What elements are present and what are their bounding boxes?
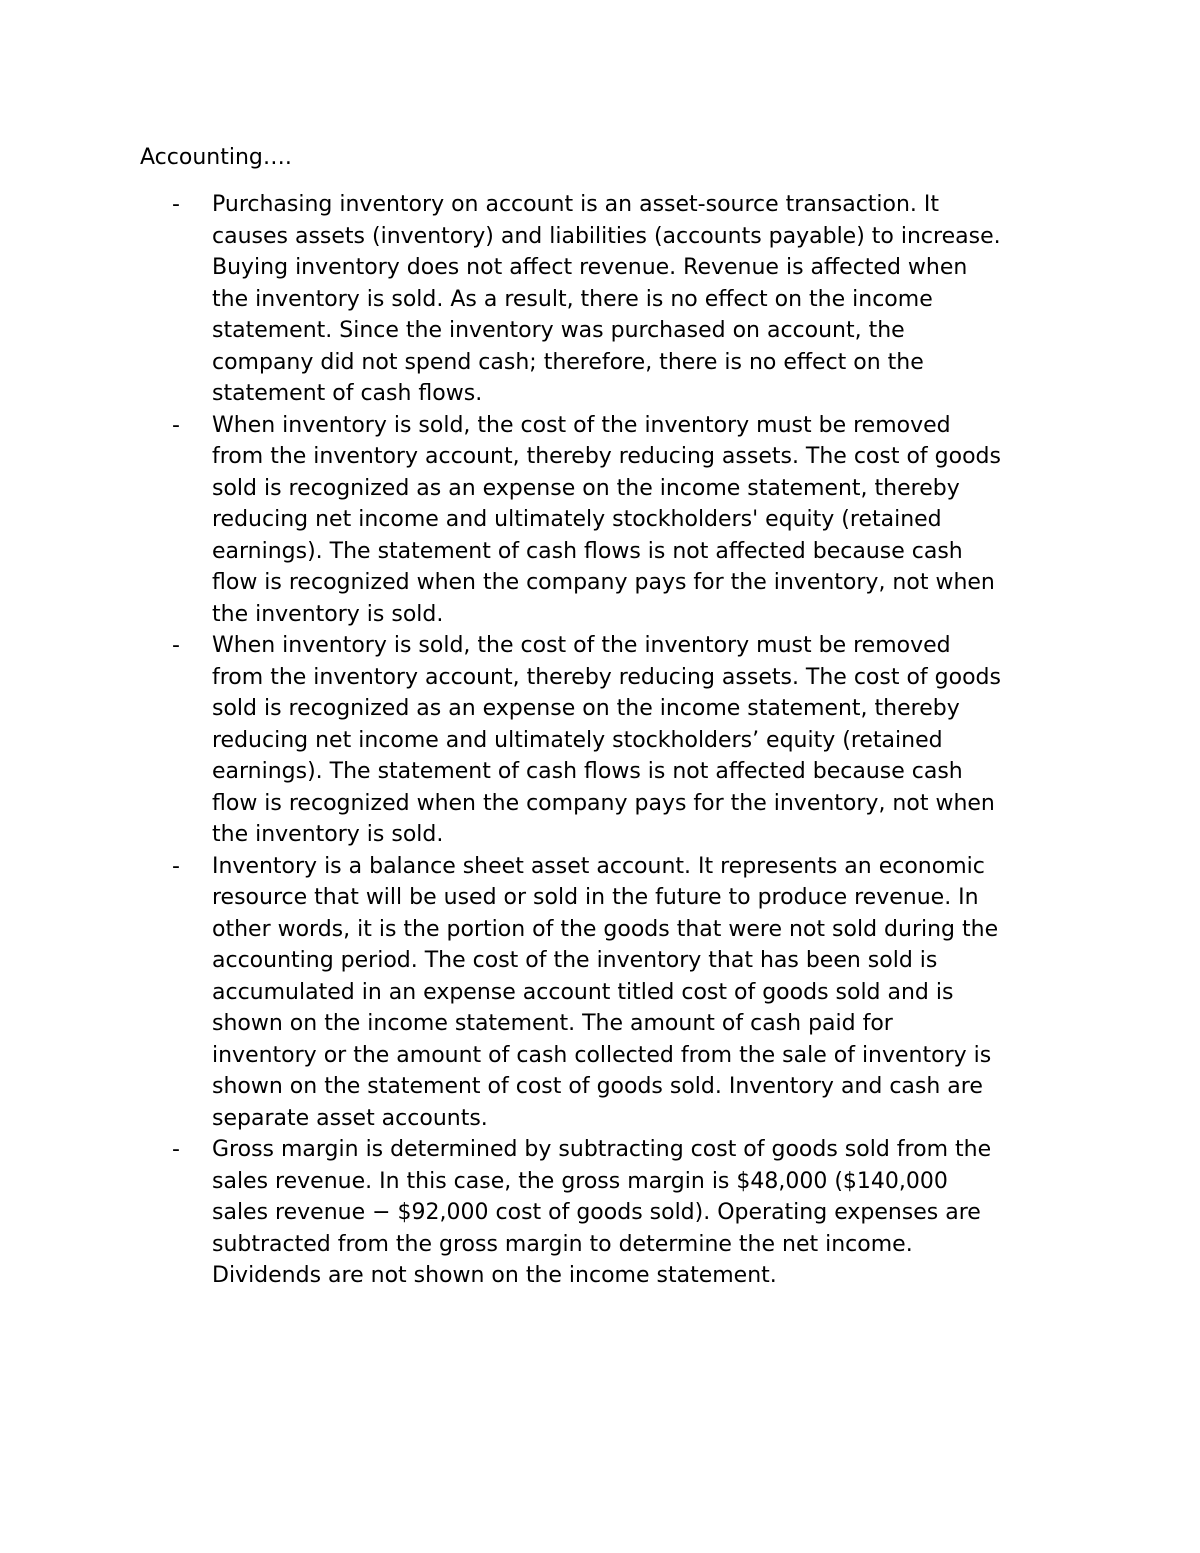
bullet-marker: -	[172, 633, 180, 658]
list-item-text: Purchasing inventory on account is an asset-source transaction. It causes assets (inventory) and liabilities (accounts payable) to increase. Buying inventory does not affect revenue. Revenue is affected when the inventory is sold. As a result, there is no effect on the income statement. Since the inventory was purchased on account, the company did not spend cash; therefore, there is no effect on the statement of cash flows.	[212, 192, 1001, 406]
list-item-text: When inventory is sold, the cost of the inventory must be removed from the inventory account, thereby reducing assets. The cost of goods sold is recognized as an expense on the income statement, thereby reducing net income and ultimately stockholders' equity (retained earnings). The statement of cash flows is not affected because cash flow is recognized when the company pays for the inventory, not when the inventory is sold.	[212, 412, 1001, 627]
list-item	[0, 630, 1200, 851]
list-item-text: Inventory is a balance sheet asset account. It represents an economic resource that will be used or sold in the future to produce revenue. In other words, it is the portion of the goods that were not sold during the accounting period. The cost of the inventory that has been sold is accumulated in an expense account titled cost of goods sold and is shown on the income statement. The amount of cash paid for inventory or the amount of cash collected from the sale of inventory is shown on the statement of cost of goods sold. Inventory and cash are separate asset accounts.	[212, 853, 999, 1131]
list-item-text: Gross margin is determined by subtracting cost of goods sold from the sales revenue. In this case, the gross margin is $48,000 ($140,000 sales revenue − $92,000 cost of goods sold). Operating expenses are subtracted from the gross margin to determine the net income. Dividends are not shown on the income statement.	[212, 1137, 992, 1288]
bullet-marker: -	[172, 1137, 180, 1162]
list-item-text: When inventory is sold, the cost of the inventory must be removed from the inventory account, thereby reducing assets. The cost of goods sold is recognized as an expense on the income statement, thereby reducing net income and ultimately stockholders’ equity (retained earnings). The statement of cash flows is not affected because cash flow is recognized when the company pays for the inventory, not when the inventory is sold.	[212, 633, 1001, 847]
bullet-marker: -	[172, 412, 180, 438]
list-item	[0, 851, 1200, 1135]
bullet-marker: -	[172, 192, 180, 217]
list-item	[0, 1134, 1200, 1292]
bullet-marker: -	[172, 853, 180, 879]
document-title: Accounting….	[140, 145, 292, 170]
bullet-list	[0, 189, 1200, 1292]
list-item	[0, 189, 1200, 410]
list-item	[0, 410, 1200, 631]
